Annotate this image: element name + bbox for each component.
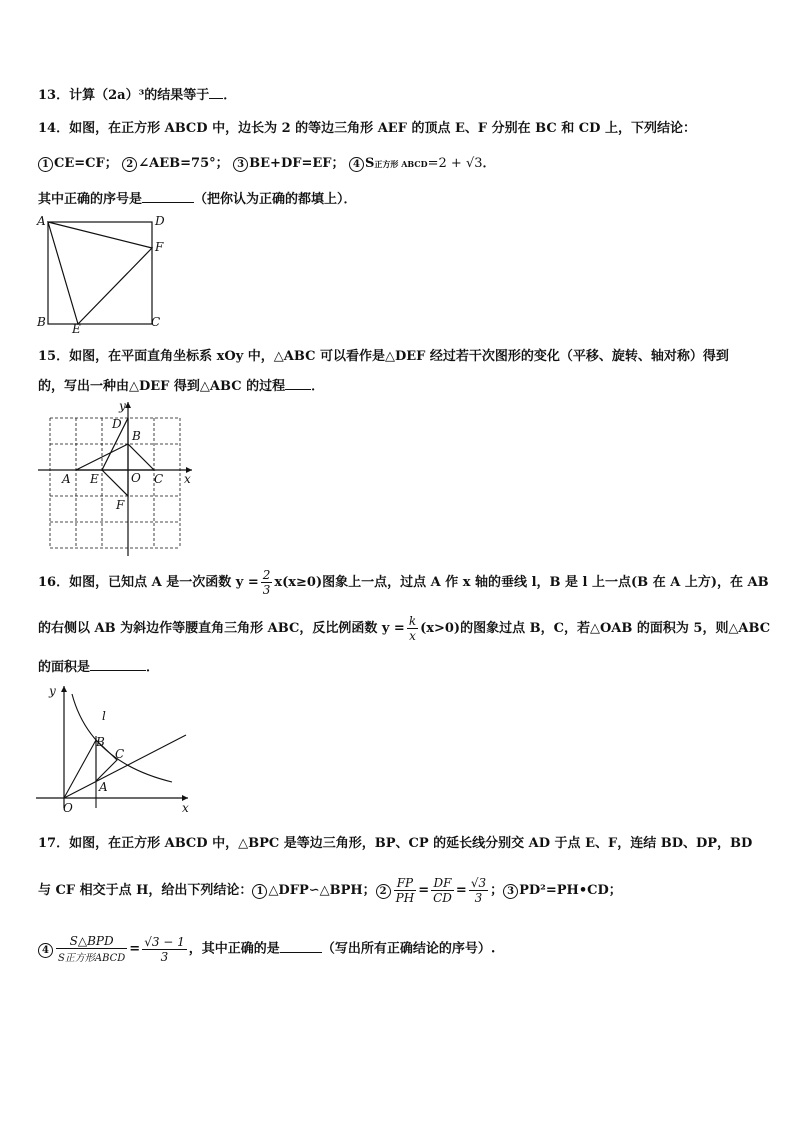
- fig14-label-D: D: [155, 214, 165, 228]
- q16-text3: 的面积是: [38, 660, 91, 675]
- q14-note: （把你认为正确的都填上）．: [194, 192, 357, 207]
- q17-frac-sqrt3-minus-1: [142, 935, 187, 964]
- q16-f1-den: 3: [262, 583, 271, 597]
- q17-frac-area-ratio: [56, 934, 127, 964]
- q14-figure-square: [34, 212, 166, 334]
- q13-tail: ．: [223, 88, 237, 103]
- fig15-label-F: F: [116, 498, 125, 512]
- fig15-label-D: D: [112, 417, 122, 431]
- q14-c2: ∠AEB=75°；: [138, 156, 229, 171]
- q16-text1b: x(x≥0)图象上一点，过点 A 作 x 轴的垂线 l，B 是 l 上一点(B 在 A 上方)，在 AB: [274, 575, 769, 590]
- q15-line2: [38, 375, 324, 394]
- q17-eq1: =: [418, 883, 430, 898]
- q15-line1: [38, 345, 729, 364]
- q15-tail: ．: [311, 379, 325, 394]
- q17-c1: △DFP∽△BPH；: [268, 883, 376, 898]
- q13-number: 13．: [38, 88, 70, 103]
- q14-conclusions: [38, 152, 496, 172]
- q16-figure-graph: [32, 680, 192, 815]
- fig16-label-C: C: [115, 747, 125, 761]
- fig15-label-A: A: [62, 472, 71, 486]
- q14-c1: CE=CF；: [54, 156, 118, 171]
- q14-c3: BE+DF=EF；: [249, 156, 345, 171]
- q16-fraction-k-x: [407, 614, 418, 643]
- q13-text: 计算（2a）³的结果等于: [69, 88, 210, 103]
- q14-answer-blank[interactable]: [142, 191, 194, 203]
- q16-f2-den: x: [409, 629, 416, 643]
- circled-2: 2: [376, 884, 391, 899]
- q16-answer-blank[interactable]: [90, 659, 146, 671]
- q17-line1: [38, 832, 752, 851]
- q14-number: 14．: [38, 121, 70, 136]
- q17-text2: 与 CF 相交于点 H，给出下列结论：: [38, 883, 253, 898]
- fig16-axis-x: x: [182, 801, 189, 815]
- q17-eq2: =: [455, 883, 467, 898]
- q17-frac-sqrt3-3: [469, 876, 488, 905]
- fig14-label-C: C: [151, 315, 161, 329]
- circled-3: 3: [233, 157, 248, 172]
- q17-text1: 如图，在正方形 ABCD 中，△BPC 是等边三角形，BP、CP 的延长线分别交 AD 于点 E、F，连结 BD、DP，BD: [69, 836, 753, 851]
- q14-text: 如图，在正方形 ABCD 中，边长为 2 的等边三角形 AEF 的顶点 E、F 分别在 BC 和 CD 上，下列结论：: [69, 121, 696, 136]
- fig14-label-F: F: [155, 240, 164, 254]
- q16-text1a: 如图，已知点 A 是一次函数 y =: [69, 575, 259, 590]
- fig14-label-E: E: [72, 322, 81, 334]
- fig15-label-B: B: [132, 429, 141, 443]
- q14-c4-s: S: [365, 156, 375, 171]
- q17-line3: [38, 934, 495, 964]
- circled-1: 1: [38, 157, 53, 172]
- q17-prompt: ，其中正确的是: [188, 941, 280, 957]
- q17-c4-eq: =: [129, 941, 141, 957]
- circled-4: 4: [38, 943, 53, 958]
- fig15-label-C: C: [154, 472, 164, 486]
- fig16-label-B: B: [96, 735, 105, 749]
- q17-c4-f2-num: √3 − 1: [144, 934, 185, 949]
- q17-c4-den: S正方形ABCD: [58, 953, 126, 964]
- q17-f3-den: 3: [474, 891, 483, 905]
- q17-line2: [38, 876, 622, 905]
- q17-f1-den: PH: [395, 891, 415, 905]
- q15-text2: 的，写出一种由△DEF 得到△ABC 的过程: [38, 379, 286, 394]
- q15-number: 15．: [38, 349, 70, 364]
- q17-note: （写出所有正确结论的序号）.: [321, 941, 496, 957]
- q17-f2-num: DF: [431, 876, 454, 891]
- q14-prompt: 其中正确的序号是: [38, 192, 143, 207]
- q16-number: 16．: [38, 575, 70, 590]
- q14-line1: [38, 117, 696, 136]
- circled-3: 3: [503, 884, 518, 899]
- q16-f2-num: k: [408, 614, 417, 628]
- q16-line2: [38, 614, 770, 643]
- q15-text1: 如图，在平面直角坐标系 xOy 中，△ABC 可以看作是△DEF 经过若干次图形的变化（平移、旋转、轴对称）得到: [69, 349, 729, 364]
- q17-f3-num: √3: [470, 876, 487, 890]
- q16-fraction-2-3: [261, 568, 273, 597]
- q16-f1-num: 2: [262, 568, 271, 582]
- fig14-label-A: A: [37, 214, 46, 228]
- q16-text2a: 的右侧以 AB 为斜边作等腰直角三角形 ABC，反比例函数 y =: [38, 621, 405, 636]
- circled-4: 4: [349, 157, 364, 172]
- q16-line3: [38, 656, 159, 675]
- circled-2: 2: [122, 157, 137, 172]
- fig16-label-O: O: [63, 801, 73, 815]
- q17-f1-num: FP: [394, 876, 417, 891]
- q16-tail: ．: [146, 660, 160, 675]
- q14-c4-tail: ．: [482, 156, 496, 171]
- fig15-label-E: E: [90, 472, 99, 486]
- q14-c4-eq: =2 + √3: [427, 156, 483, 171]
- q17-c2-tail: ；: [490, 883, 504, 898]
- q17-c4-f2-den: 3: [160, 949, 169, 964]
- fig14-label-B: B: [37, 315, 46, 329]
- q13-line: [38, 84, 236, 103]
- fig16-axis-y: y: [49, 684, 56, 698]
- q17-number: 17．: [38, 836, 70, 851]
- q16-line1: [38, 568, 769, 597]
- q13-answer-blank[interactable]: [209, 87, 223, 99]
- q17-c4-num: S△BPD: [56, 934, 127, 949]
- q14-c4-sub: 正方形 ABCD: [374, 159, 428, 169]
- q17-f2-den: CD: [433, 891, 452, 905]
- q17-frac-df-cd: [431, 876, 454, 905]
- fig15-axis-x: x: [184, 472, 191, 486]
- fig15-axis-y: y: [119, 399, 126, 413]
- fig16-label-l: l: [102, 709, 106, 723]
- q17-frac-fp-ph: [394, 876, 417, 905]
- q17-answer-blank[interactable]: [280, 941, 322, 953]
- q15-figure-grid: [36, 398, 196, 558]
- circled-1: 1: [252, 884, 267, 899]
- fig15-label-O: O: [131, 471, 141, 485]
- q15-answer-blank[interactable]: [285, 378, 311, 390]
- fig16-label-A: A: [99, 780, 108, 794]
- q17-c3: PD²=PH•CD；: [519, 883, 622, 898]
- q14-line3: [38, 188, 357, 207]
- q16-text2b: (x>0)的图象过点 B，C，若△OAB 的面积为 5，则△ABC: [420, 621, 771, 636]
